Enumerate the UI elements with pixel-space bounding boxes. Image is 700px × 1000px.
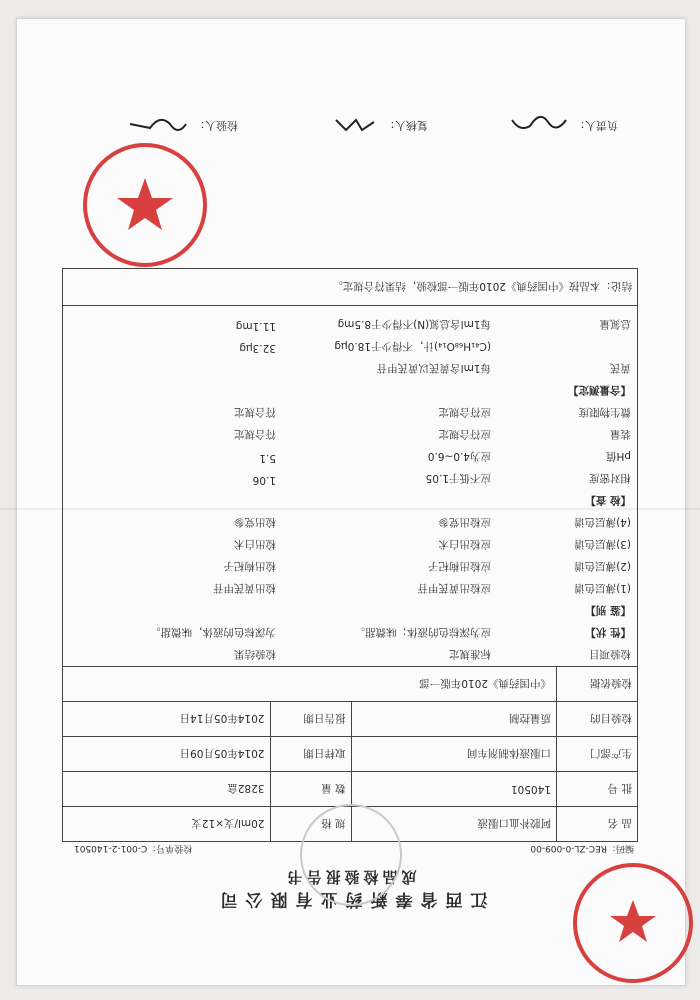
result-row — [69, 442, 631, 464]
table-row — [63, 667, 638, 702]
dept-label: 生产部门 — [557, 737, 638, 772]
sample-date-label: 取样日期 — [270, 737, 351, 772]
result-row — [69, 574, 631, 596]
inspector-label: 检验人： — [194, 119, 238, 132]
result-row — [69, 354, 631, 376]
result-value: 11.1mg — [235, 320, 276, 332]
handwritten-signature-icon — [311, 114, 381, 136]
batch-value: 140501 — [351, 772, 556, 807]
result-standard: 应符合规定 — [438, 428, 491, 440]
result-row — [69, 552, 631, 574]
result-row — [69, 420, 631, 442]
result-item: (4)薄层色谱 — [574, 516, 631, 528]
sample-date-value: 2014年05月09日 — [63, 737, 271, 772]
result-standard: 应符合规定 — [438, 406, 491, 418]
reviewer-signature — [311, 114, 429, 136]
purpose-label: 检验目的 — [557, 702, 638, 737]
reviewer-label: 复核人： — [384, 119, 428, 132]
result-standard: 应检出白术 — [438, 538, 491, 550]
purpose-value: 质量控制 — [351, 702, 556, 737]
form-code: 编码：REC-ZL-0-009-00 — [530, 843, 634, 853]
result-item: 【性 状】 — [585, 626, 631, 638]
result-standard: 应检出党参 — [438, 516, 491, 528]
inspection-table — [62, 268, 638, 842]
result-row — [69, 332, 631, 354]
result-row — [69, 310, 631, 332]
table-row — [63, 306, 638, 667]
manager-label: 负责人： — [574, 119, 618, 132]
col-result-header: 检验结果 — [234, 648, 276, 660]
col-item-header: 检验项目 — [589, 648, 631, 660]
result-item: 【鉴 别】 — [585, 604, 631, 616]
result-row — [69, 508, 631, 530]
report-date-value: 2014年05月14日 — [63, 702, 271, 737]
result-value: 5.1 — [259, 452, 276, 464]
result-value: 符合规定 — [234, 406, 276, 418]
result-value: 检出黄芪甲苷 — [213, 582, 276, 594]
result-value: 1.06 — [252, 474, 276, 486]
result-value: 为深棕色的液体，味微甜。 — [150, 626, 276, 638]
handwritten-signature-icon — [501, 114, 571, 136]
result-rows — [69, 310, 631, 640]
report-title: 成品检验报告书 — [283, 868, 417, 886]
result-standard: 每1ml含黄芪以黄芪甲苷 — [376, 362, 491, 374]
dept-value: 口服液体制剂车间 — [351, 737, 556, 772]
spec-value: 20ml/支×12支 — [63, 807, 271, 842]
quantity-label: 数 量 — [270, 772, 351, 807]
result-standard: 应不低于1.05 — [425, 472, 491, 484]
result-item: 黄芪 — [610, 362, 631, 374]
handwritten-signature-icon — [121, 114, 191, 136]
company-name: 江西省奉新药业有限公司 — [212, 889, 488, 909]
result-row — [69, 618, 631, 640]
result-standard: 每1ml含总氮(N)不得少于8.5mg — [337, 318, 491, 330]
result-standard: 应为4.0~6.0 — [427, 450, 491, 462]
result-standard: 应为深棕色的液体；味微甜。 — [354, 626, 491, 638]
quality-dept-seal-icon — [570, 860, 696, 986]
result-value: 符合规定 — [234, 428, 276, 440]
quantity-value: 3282盒 — [63, 772, 271, 807]
faint-inspection-seal-icon — [296, 800, 406, 910]
result-value: 检出党参 — [234, 516, 276, 528]
basis-value: 《中国药典》2010年版一部 — [63, 667, 557, 702]
spec-label: 规 格 — [270, 807, 351, 842]
result-item: 装量 — [610, 428, 631, 440]
result-row — [69, 530, 631, 552]
result-row — [69, 376, 631, 398]
result-standard: 应检出枸杞子 — [428, 560, 491, 572]
result-value: 检出白术 — [234, 538, 276, 550]
result-value: 检出枸杞子 — [223, 560, 276, 572]
table-row — [63, 269, 638, 306]
col-standard-header: 标准规定 — [449, 648, 491, 660]
result-item: (1)薄层色谱 — [574, 582, 631, 594]
batch-label: 批 号 — [557, 772, 638, 807]
result-item: 微生物限度 — [578, 406, 631, 418]
results-cell — [63, 306, 638, 667]
conclusion: 结论：本品按《中国药典》2010年版一部检验，结果符合规定。 — [63, 269, 638, 306]
result-item: 【含量测定】 — [568, 384, 631, 396]
result-item: (2)薄层色谱 — [574, 560, 631, 572]
result-item: 总氮量 — [599, 318, 631, 330]
result-standard: (C₄₁H₆₈O₁₄)计，不得少于18.0μg — [334, 340, 491, 352]
report-date-label: 报告日期 — [270, 702, 351, 737]
company-seal-icon — [80, 140, 210, 270]
product-name-label: 品 名 — [557, 807, 638, 842]
basis-label: 检验依据 — [557, 667, 638, 702]
result-standard: 应检出黄芪甲苷 — [417, 582, 491, 594]
report-number: 检验单号：C-001-2-140501 — [74, 843, 193, 853]
result-item: 【检 查】 — [585, 494, 631, 506]
inspector-signature — [121, 114, 239, 136]
result-item: (3)薄层色谱 — [574, 538, 631, 550]
result-row — [69, 486, 631, 508]
product-name: 阿胶补血口服液 — [351, 807, 556, 842]
result-item: pH值 — [605, 450, 631, 462]
result-row — [69, 398, 631, 420]
result-row — [69, 464, 631, 486]
table-row — [63, 737, 638, 772]
manager-signature — [501, 114, 619, 136]
table-row — [63, 702, 638, 737]
result-row — [69, 596, 631, 618]
result-item: 相对密度 — [589, 472, 631, 484]
results-header — [69, 640, 631, 662]
result-value: 32.3μg — [239, 342, 276, 354]
